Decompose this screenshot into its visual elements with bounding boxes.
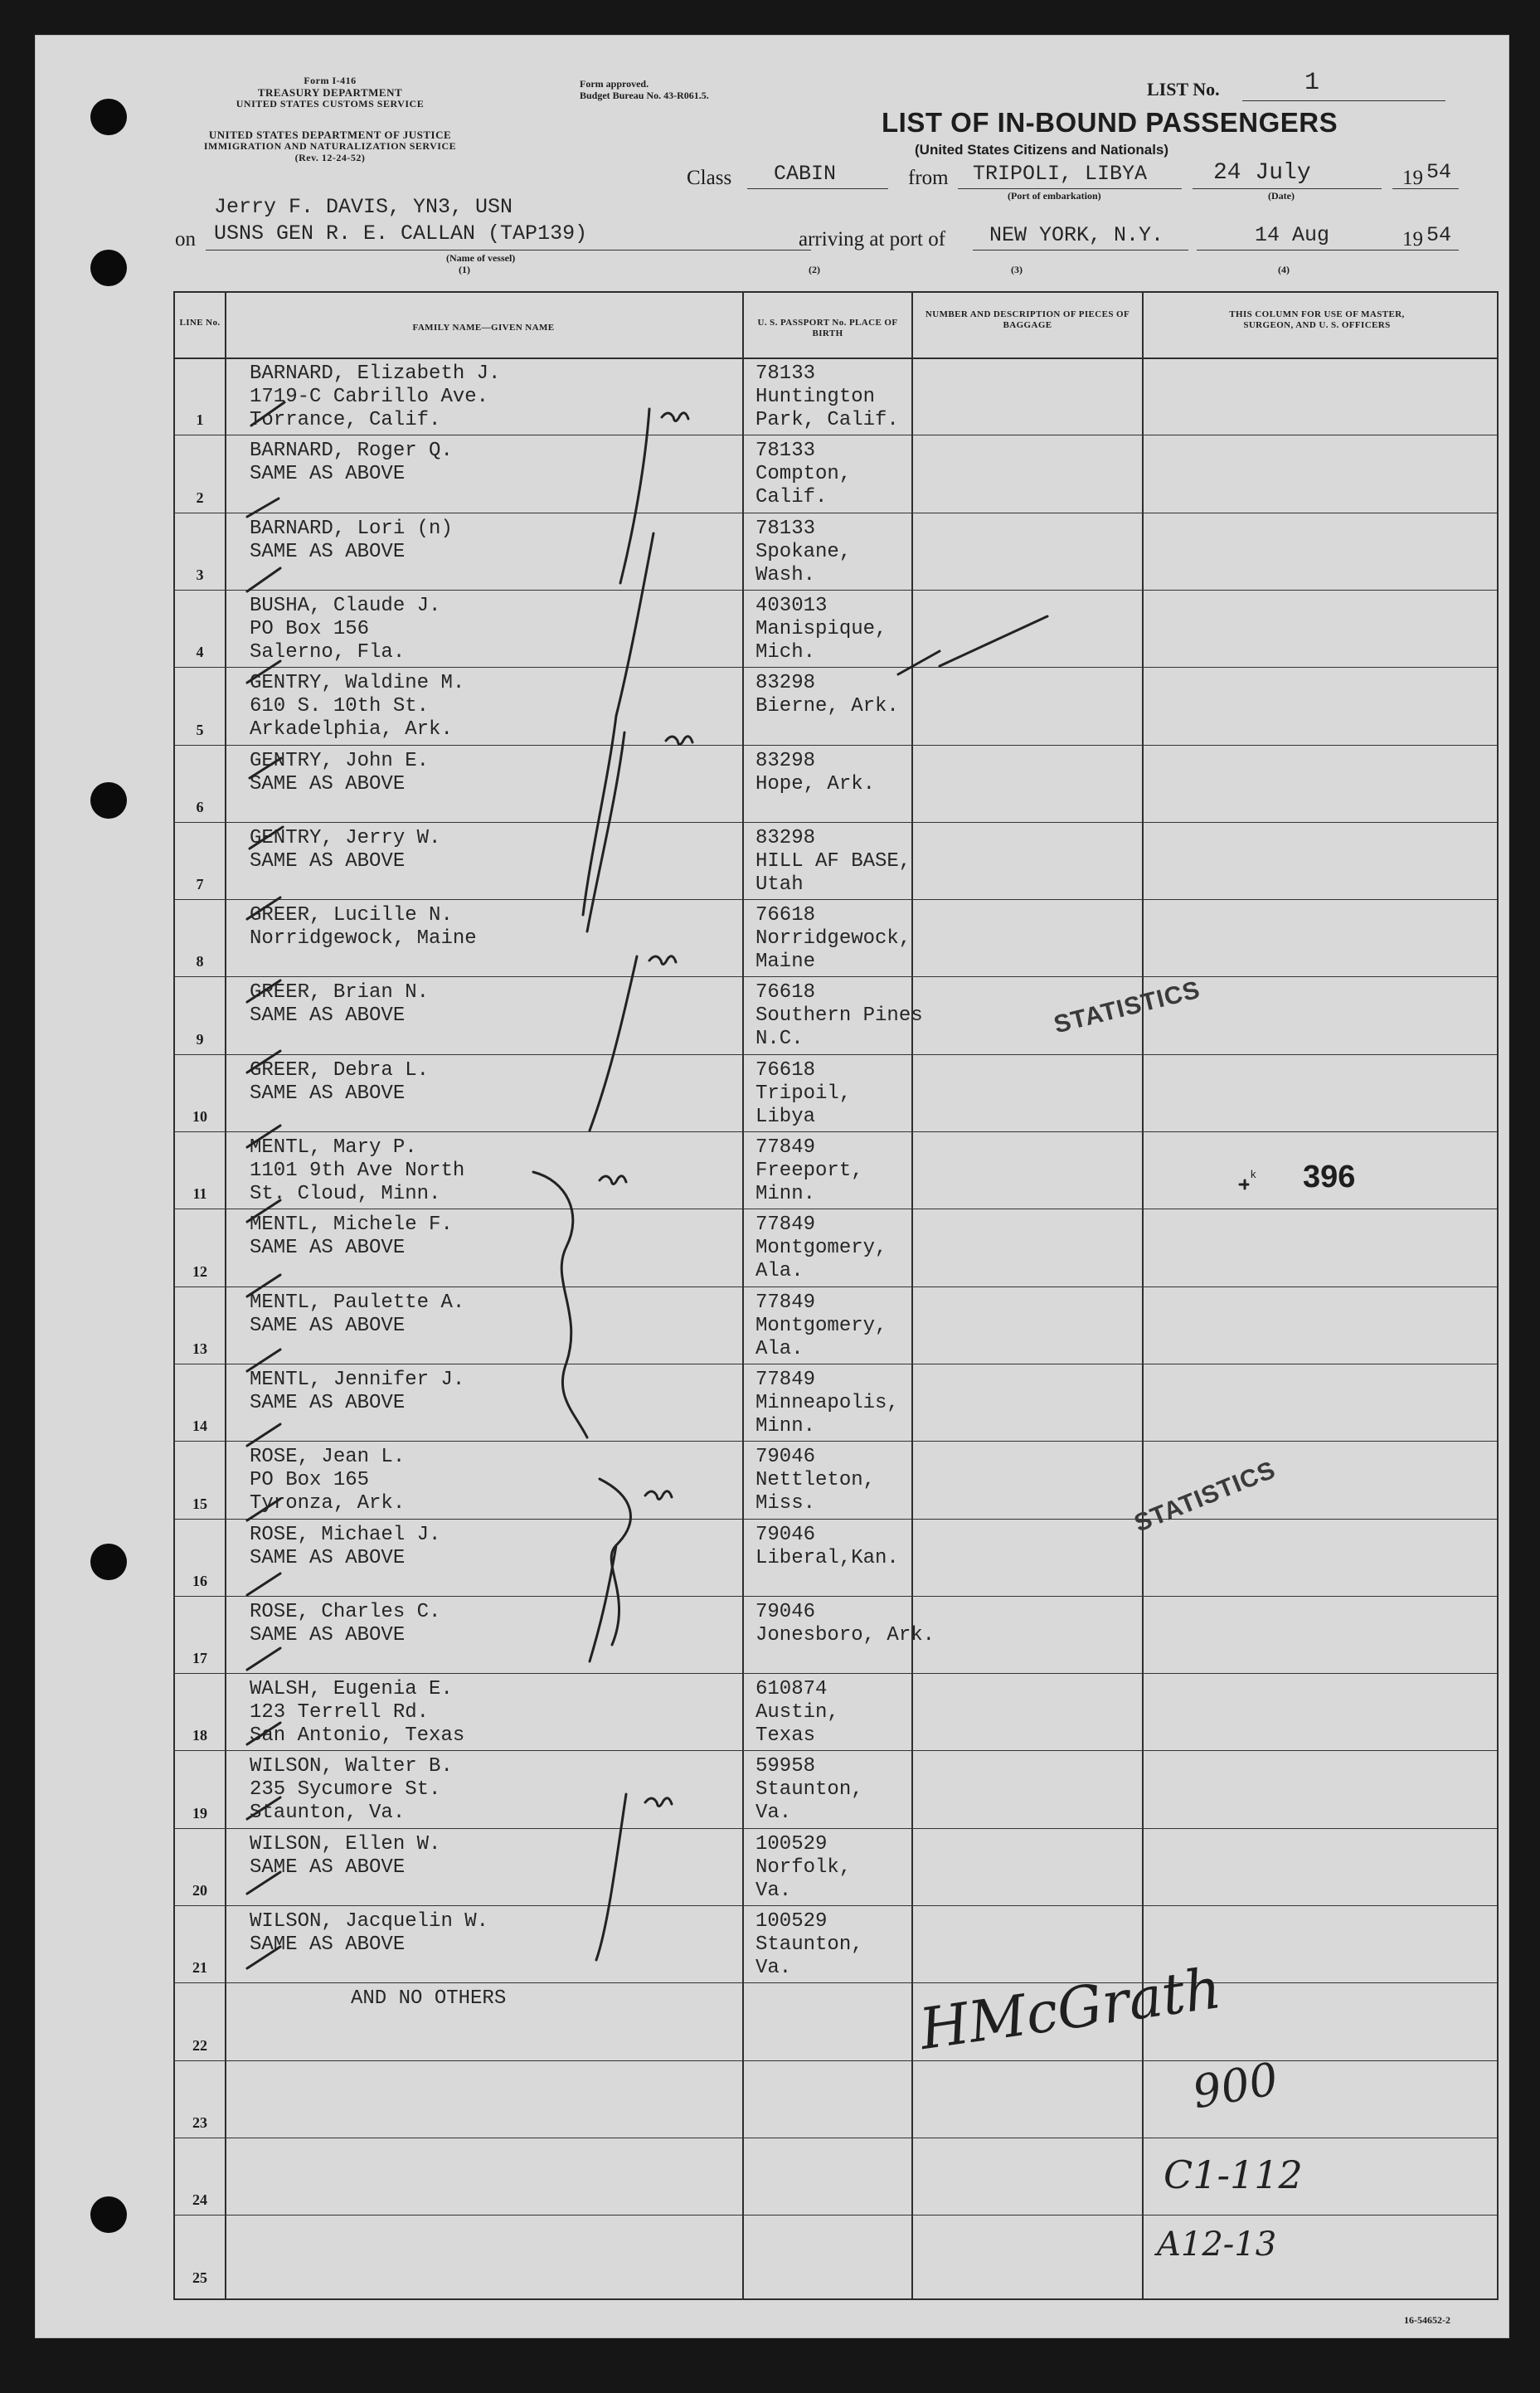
statistics-stamp-2: STATISTICS [1130, 1456, 1280, 1538]
passport-birthplace: 77849 Montgomery, Ala. [755, 1214, 887, 1283]
passport-birthplace: 83298 Bierne, Ark. [755, 672, 899, 718]
page-title: LIST OF IN-BOUND PASSENGERS [882, 107, 1338, 138]
passenger-name: AND NO OTHERS [351, 1987, 507, 2011]
from-value: TRIPOLI, LIBYA [973, 162, 1148, 186]
line-number: 3 [196, 566, 204, 583]
list-no-value: 1 [1304, 69, 1320, 97]
column-header-line: LINE No. [179, 318, 221, 328]
col1-number: (1) [459, 264, 470, 275]
line-number: 5 [196, 721, 204, 738]
manifest-page [35, 35, 1509, 2338]
column-header-passport: U. S. PASSPORT No. PLACE OF BIRTH [757, 318, 898, 338]
passport-birthplace: 403013 Manispique, Mich. [755, 594, 887, 664]
passport-birthplace: 77849 Freeport, Minn. [755, 1136, 863, 1205]
col2-number: (2) [809, 264, 820, 275]
port-embarkation-label: (Port of embarkation) [1008, 190, 1101, 202]
line-number: 19 [192, 1804, 207, 1822]
on-label: on [175, 228, 196, 250]
arrival-year-suffix: 54 [1426, 223, 1452, 247]
year-prefix: 19 [1402, 167, 1423, 189]
form-approved: Form approved. [580, 78, 649, 90]
customs-service: UNITED STATES CUSTOMS SERVICE [236, 98, 425, 109]
passenger-name: BUSHA, Claude J. PO Box 156 Salerno, Fla. [250, 594, 441, 664]
column-header-baggage: NUMBER AND DESCRIPTION OF PIECES OF BAGGAGE [925, 309, 1130, 330]
passport-birthplace: 76618 Tripoil, Libya [755, 1058, 852, 1128]
vessel-name: USNS GEN R. E. CALLAN (TAP139) [214, 221, 588, 246]
arrival-year-prefix: 19 [1402, 228, 1423, 250]
line-number: 9 [196, 1030, 204, 1048]
arrival-date: 14 Aug [1255, 223, 1330, 247]
justice-dept: UNITED STATES DEPARTMENT OF JUSTICE [208, 129, 452, 141]
line-number: 11 [192, 1185, 207, 1203]
officer-signature: HMcGrath [916, 1955, 1226, 2064]
passenger-name: ROSE, Michael J. SAME AS ABOVE [250, 1523, 441, 1569]
line-number: 12 [192, 1262, 207, 1280]
passenger-name: WILSON, Ellen W. SAME AS ABOVE [250, 1832, 441, 1879]
passenger-name: WILSON, Jacquelin W. SAME AS ABOVE [250, 1910, 489, 1956]
passport-birthplace: 100529 Staunton, Va. [755, 1910, 863, 1979]
passport-birthplace: 610874 Austin, Texas [755, 1678, 839, 1748]
passport-birthplace: 79046 Liberal,Kan. [755, 1523, 899, 1569]
passenger-name: BARNARD, Lori (n) SAME AS ABOVE [250, 517, 453, 563]
column-header-name: FAMILY NAME—GIVEN NAME [412, 323, 555, 333]
handwritten-note-c1: C1-112 [1164, 2152, 1303, 2197]
passport-birthplace: 76618 Southern Pines N.C. [755, 981, 923, 1051]
line-number: 24 [192, 2191, 207, 2209]
column-header-officers: THIS COLUMN FOR USE OF MASTER, SURGEON, AND U. S. OFFICERS [1229, 309, 1405, 330]
budget-bureau: Budget Bureau No. 43-R061.5. [580, 90, 709, 101]
line-number: 21 [192, 1959, 207, 1977]
passport-birthplace: 83298 Hope, Ark. [755, 749, 876, 795]
from-label: from [908, 167, 949, 189]
passenger-name: ROSE, Charles C. SAME AS ABOVE [250, 1600, 441, 1646]
handwritten-note-900: 900 [1188, 2052, 1282, 2119]
passenger-name: GENTRY, Waldine M. 610 S. 10th St. Arkadelphia, Ark. [250, 672, 465, 742]
footer-code: 16-54652-2 [1404, 2314, 1450, 2326]
officer-name: Jerry F. DAVIS, YN3, USN [214, 195, 513, 219]
passenger-name: MENTL, Michele F. SAME AS ABOVE [250, 1214, 453, 1260]
passenger-name: BARNARD, Elizabeth J. 1719-C Cabrillo Ave. Torrance, Calif. [250, 362, 501, 431]
year-suffix: 54 [1426, 160, 1452, 184]
line-number: 14 [192, 1418, 207, 1435]
line-number: 13 [192, 1340, 207, 1357]
col3-number: (3) [1011, 264, 1023, 275]
line-number: 4 [196, 644, 204, 661]
dept-name: TREASURY DEPARTMENT [257, 86, 403, 99]
passenger-name: GREER, Lucille N. Norridgewock, Maine [250, 904, 477, 951]
passenger-name: GREER, Brian N. SAME AS ABOVE [250, 981, 430, 1028]
passport-birthplace: 78133 Spokane, Wash. [755, 517, 852, 586]
line-number: 6 [196, 798, 204, 815]
line-number: 15 [192, 1495, 207, 1512]
line-number: 25 [192, 2269, 207, 2286]
passport-birthplace: 76618 Norridgewock, Maine [755, 904, 911, 974]
line-number: 2 [196, 489, 204, 506]
line-number: 16 [192, 1572, 207, 1589]
passport-birthplace: 59958 Staunton, Va. [755, 1755, 863, 1825]
page-subtitle: (United States Citizens and Nationals) [915, 142, 1169, 158]
passport-birthplace: 78133 Compton, Calif. [755, 440, 852, 509]
vessel-label: (Name of vessel) [446, 252, 516, 264]
list-no-label: LIST No. [1147, 79, 1220, 100]
count-mark: k [1251, 1168, 1256, 1180]
form-revision: (Rev. 12-24-52) [294, 152, 366, 163]
form-number: Form I-416 [304, 75, 357, 86]
date-label: (Date) [1268, 190, 1295, 202]
passenger-name: ROSE, Jean L. PO Box 165 Tyronza, Ark. [250, 1446, 406, 1515]
passport-birthplace: 83298 HILL AF BASE, Utah [755, 826, 911, 896]
arriving-label: arriving at port of [799, 228, 946, 250]
passenger-name: WALSH, Eugenia E. 123 Terrell Rd. San Antonio, Texas [250, 1678, 465, 1748]
line-number: 10 [192, 1108, 207, 1125]
arrival-port: NEW YORK, N.Y. [989, 223, 1164, 247]
class-label: Class [687, 167, 732, 189]
passenger-name: BARNARD, Roger Q. SAME AS ABOVE [250, 440, 453, 486]
passenger-name: MENTL, Jennifer J. SAME AS ABOVE [250, 1368, 465, 1414]
passport-birthplace: 79046 Jonesboro, Ark. [755, 1600, 935, 1646]
handwritten-marks [36, 36, 1508, 2337]
passenger-count: 396 [1303, 1160, 1356, 1194]
passenger-name: WILSON, Walter B. 235 Sycumore St. Staunton, Va. [250, 1755, 453, 1825]
passport-birthplace: 79046 Nettleton, Miss. [755, 1446, 876, 1515]
passenger-name: GREER, Debra L. SAME AS ABOVE [250, 1058, 430, 1105]
handwritten-note-a12: A12-13 [1157, 2225, 1277, 2264]
passport-birthplace: 100529 Norfolk, Va. [755, 1832, 852, 1902]
statistics-stamp: STATISTICS [1051, 975, 1203, 1039]
passenger-name: MENTL, Paulette A. SAME AS ABOVE [250, 1291, 465, 1337]
passenger-name: GENTRY, Jerry W. SAME AS ABOVE [250, 826, 441, 873]
passport-birthplace: 77849 Montgomery, Ala. [755, 1291, 887, 1360]
line-number: 23 [192, 2113, 207, 2131]
passport-birthplace: 77849 Minneapolis, Minn. [755, 1368, 899, 1437]
passport-birthplace: 78133 Huntington Park, Calif. [755, 362, 899, 431]
line-number: 17 [192, 1650, 207, 1667]
line-number: 8 [196, 953, 204, 970]
line-number: 20 [192, 1882, 207, 1899]
line-number: 22 [192, 2036, 207, 2054]
ins-service: IMMIGRATION AND NATURALIZATION SERVICE [203, 140, 457, 152]
line-number: 1 [196, 411, 204, 429]
class-value: CABIN [774, 162, 837, 186]
line-number: 7 [196, 876, 204, 893]
col4-number: (4) [1278, 264, 1290, 275]
date-value: 24 July [1213, 160, 1311, 186]
line-number: 18 [192, 1727, 207, 1744]
passenger-name: GENTRY, John E. SAME AS ABOVE [250, 749, 430, 795]
passenger-name: MENTL, Mary P. 1101 9th Ave North St. Cloud, Minn. [250, 1136, 465, 1205]
